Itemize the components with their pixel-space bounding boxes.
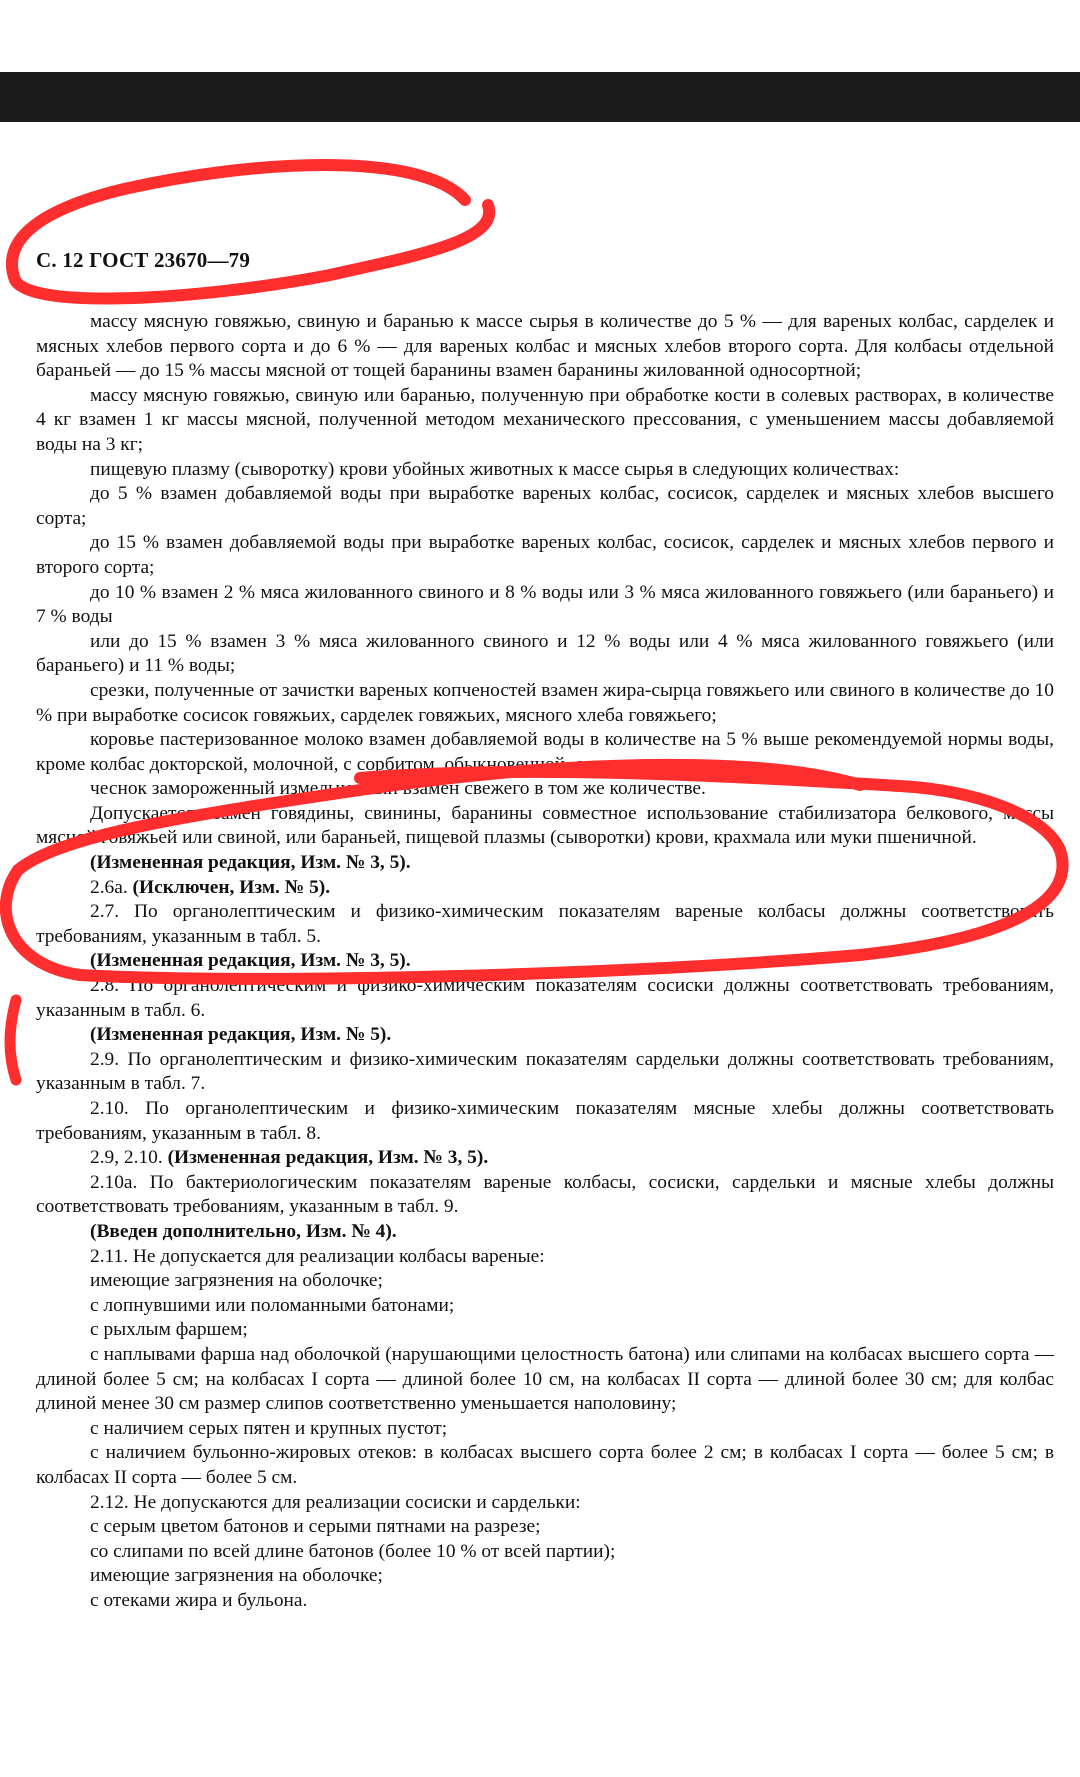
paragraph-2-11: 2.11. Не допускается для реализации колбасы вареные: bbox=[90, 1245, 545, 1267]
amendment-note-5: (Измененная редакция, Изм. № 3, 5). bbox=[167, 1147, 489, 1169]
paragraph-2-6a bbox=[36, 876, 1054, 901]
list-item-7: с серым цветом батонов и серыми пятнами на разрезе; bbox=[90, 1516, 541, 1538]
amendment-note-1: (Измененная редакция, Изм. № 3, 5). bbox=[90, 852, 411, 874]
red-circle-header bbox=[12, 165, 489, 299]
paragraph-2-12: 2.12. Не допускаются для реализации сосиски и сардельки: bbox=[90, 1491, 581, 1513]
clause-number: 2.9, 2.10. bbox=[90, 1147, 168, 1169]
paragraph-6: до 10 % взамен 2 % мяса жилованного свиного и 8 % воды или 3 % мяса жилованного говяжьего (или бараньего) и 7 % воды bbox=[36, 581, 1054, 628]
paragraph-10: чеснок замороженный измельченный взамен свежего в том же количестве. bbox=[90, 778, 706, 800]
paragraph-2-8: 2.8. По органолептическим и физико-химическим показателям сосиски должны соответствовать требованиям, указанным в табл. 6. bbox=[36, 975, 1054, 1021]
list-item-6: с наличием бульонно-жировых отеков: в колбасах высшего сорта более 2 см; в колбасах I сорта — более 5 см; в колбасах II сорта — более 5 см. bbox=[36, 1442, 1054, 1488]
paragraph-3: пищевую плазму (сыворотку) крови убойных животных к массе сырья в следующих количествах: bbox=[90, 458, 900, 480]
document-body bbox=[36, 310, 1054, 1613]
list-item-8: со слипами по всей длине батонов (более 10 % от всей партии); bbox=[90, 1540, 616, 1562]
paragraph-4: до 5 % взамен добавляемой воды при выработке вареных колбас, сосисок, сарделек и мясных хлебов высшего сорта; bbox=[36, 483, 1054, 529]
list-item-10: с отеками жира и бульона. bbox=[90, 1589, 308, 1611]
paragraph-1: массу мясную говяжью, свиную и баранью к массе сырья в количестве до 5 % — для вареных колбас, сарделек и мясных хлебов первого сорта и до 6 % — для вареных колбас и мясных хлебов второго сорта. Для колбасы отдельной бараньей — до 15 % массы мясной от тощей баранины взамен баранины жилованной односортной; bbox=[36, 311, 1054, 382]
clause-number: 2.6а. bbox=[90, 876, 133, 898]
paragraph-8: срезки, полученные от зачистки вареных копченостей взамен жира-сырца говяжьего или свиного в количестве до 10 % при выработке сосисок говяжьих, сарделек говяжьих, мясного хлеба говяжьего; bbox=[36, 679, 1054, 726]
top-dark-bar bbox=[0, 72, 1080, 122]
paragraph-2-9: 2.9. По органолептическим и физико-химическим показателям сардельки должны соответствовать требованиям, указанным в табл. 7. bbox=[36, 1048, 1054, 1095]
paragraph-2-9-2-10 bbox=[36, 1146, 1054, 1171]
list-item-4: с наплывами фарша над оболочкой (нарушающими целостность батона) или слипами на колбасах высшего сорта — длиной более 5 см; на колбасах I сорта — длиной более 10 см, на колбасах II сорта — длиной более 30 см; для колбас длиной менее 30 см размер слипов соответственно уменьшается наполовину; bbox=[36, 1343, 1054, 1415]
list-item-5: с наличием серых пятен и крупных пустот; bbox=[90, 1417, 448, 1439]
paragraph-9: коровье пастеризованное молоко взамен добавляемой воды в количестве на 5 % выше рекомендуемой нормы воды, кроме колбас докторской, молочной, с сорбитом, обыкновенной, сосисок молочных; bbox=[36, 729, 1054, 775]
amendment-note-6: (Введен дополнительно, Изм. № 4). bbox=[90, 1220, 397, 1242]
paragraph-2-10a: 2.10а. По бактериологическим показателям вареные колбасы, сосиски, сардельки и мясные хлебы должны соответствовать требованиям, указанным в табл. 9. bbox=[36, 1171, 1054, 1218]
amendment-note-4: (Измененная редакция, Изм. № 5). bbox=[90, 1024, 392, 1046]
amendment-note-2: (Исключен, Изм. № 5). bbox=[132, 876, 331, 898]
list-item-3: с рыхлым фаршем; bbox=[90, 1319, 248, 1341]
red-stroke-left bbox=[10, 1000, 16, 1080]
list-item-1: имеющие загрязнения на оболочке; bbox=[90, 1270, 383, 1292]
paragraph-2-10: 2.10. По органолептическим и физико-химическим показателям мясные хлебы должны соответствовать требованиям, указанным в табл. 8. bbox=[36, 1098, 1054, 1144]
paragraph-7: или до 15 % взамен 3 % мяса жилованного свиного и 12 % воды или 4 % мяса жилованного говяжьего (или бараньего) и 11 % воды; bbox=[36, 630, 1054, 677]
paragraph-5: до 15 % взамен добавляемой воды при выработке вареных колбас, сосисок, сарделек и мясных хлебов первого и второго сорта; bbox=[36, 532, 1054, 578]
page-header: С. 12 ГОСТ 23670—79 bbox=[36, 248, 251, 272]
list-item-9: имеющие загрязнения на оболочке; bbox=[90, 1565, 383, 1587]
list-item-2: с лопнувшими или поломанными батонами; bbox=[90, 1294, 455, 1316]
amendment-note-3: (Измененная редакция, Изм. № 3, 5). bbox=[90, 950, 411, 972]
paragraph-2-7: 2.7. По органолептическим и физико-химическим показателям вареные колбасы должны соответствовать требованиям, указанным в табл. 5. bbox=[36, 901, 1054, 947]
paragraph-11: Допускается взамен говядины, свинины, баранины совместное использование стабилизатора белкового, массы мясной говяжьей или свиной, или бараньей, пищевой плазмы (сыворотки) крови, крахмала или муки пшеничной. bbox=[36, 802, 1054, 849]
paragraph-2: массу мясную говяжью, свиную или баранью, полученную при обработке кости в солевых растворах, в количестве 4 кг взамен 1 кг массы мясной, полученной методом механического прессования, с уменьшением массы добавляемой воды на 3 кг; bbox=[36, 384, 1054, 455]
